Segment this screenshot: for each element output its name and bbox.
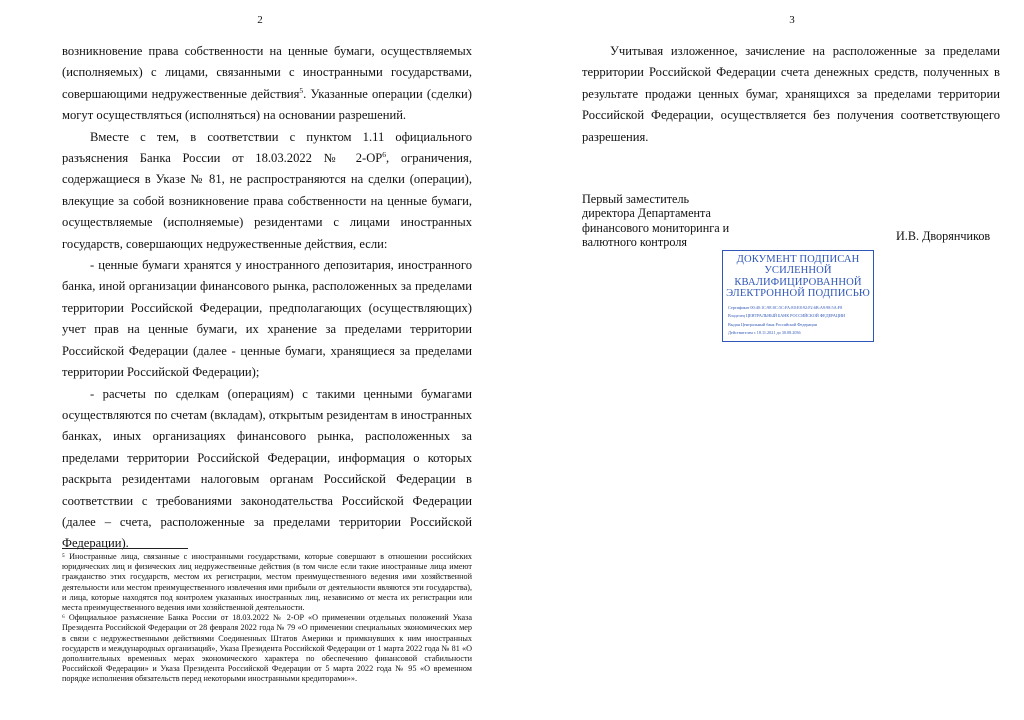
stamp-certificate: Сертификат 00:40:1C:9E:0C:5C:FA:E0:E8:92:F2:6B:A9:98:5A:F8 — [728, 304, 843, 310]
bullet-item: - ценные бумаги хранятся у иностранного депозитария, иностранного банка, иной организации финансового рынка, расположенных за пределами территории Российской Федерации, предполагающих (осуществляющих) учет прав на ценные бумаги, их хранение за пределами территории Российской Федерации (далее - ценные бумаги, хранящиеся за пределами территории Российской Федерации); — [62, 258, 472, 380]
footnotes — [62, 552, 472, 685]
left-body-text — [62, 41, 472, 555]
page-right — [512, 0, 1024, 720]
footnote-divider — [62, 548, 188, 549]
footnote-ref[interactable]: 5 — [299, 85, 304, 95]
electronic-signature-stamp — [722, 250, 874, 342]
stamp-title: ДОКУМЕНТ ПОДПИСАН УСИЛЕННОЙ КВАЛИФИЦИРОВАННОЙ ЭЛЕКТРОННОЙ ПОДПИСЬЮ — [726, 254, 870, 300]
signer-name: И.В. Дворянчиков — [896, 229, 991, 243]
paragraph: Учитывая изложенное, зачисление на расположенные за пределами территории Российской Федерации счета денежных средств, полученных в результате продажи ценных бумаг, хранящихся за пределами территории Российской Федерации, осуществляется без получения соответствующего разрешения. — [582, 44, 1000, 144]
stamp-validity: Действителен с 18.11.2021 до 30.08.2036 — [728, 330, 801, 336]
footnote: ⁵ Иностранные лица, связанные с иностранными государствами, которые совершают в отношении российских юридических лиц и физических лиц недружественные действия (в том числе если такие иностранные лица имеют гражданство этих государств, местом их регистрации, местом преимущественного ведения ими хозяйственной деятельности или местом преимущественного извлечения ими прибыли от деятельности являются эти государства), и лица, которые находятся под контролем указанных иностранных лиц, независимо от места их регистрации или места преимущественного ведения ими хозяйственной деятельности. — [62, 552, 472, 613]
paragraph: Вместе с тем, в соответствии с пунктом 1.11 официального разъяснения Банка России от 18.03.2022 № $2-ОР^6$, ограничения, содержащиеся в Указе № 81, не распространяются на сделки (операции), влекущие за собой возникновение права собственности на ценные бумаги, осуществляемые (исполняемые) резидентами с лицами иностранных государств, совершающих недружественные действия, если: — [62, 129, 472, 251]
stamp-details — [728, 304, 873, 338]
page-number: 3 — [789, 14, 795, 26]
bullet-item: - расчеты по сделкам (операциям) с такими ценными бумагами осуществляются по счетам (вкладам), открытым резидентам в иностранных банках, иных организациях финансового рынка, расположенных за пределами территории Российской Федерации, информация о которых раскрыта резидентами налоговым органам Российской Федерации в соответствии с требованиями законодательства Российской Федерации (далее – счета, расположенные за пределами территории Российской Федерации). — [62, 386, 472, 551]
footnote-ref[interactable]: 6 — [382, 149, 387, 159]
stamp-issuer: Выдан Центральный банк Российской Федерации — [728, 321, 817, 327]
signer-position: Первый заместитель директора Департамента финансового мониторинга и валютного контроля — [582, 192, 730, 250]
stamp-owner: Владелец ЦЕНТРАЛЬНЫЙ БАНК РОССИЙСКОЙ ФЕДЕРАЦИИ — [728, 313, 846, 319]
right-body-text — [582, 41, 1000, 148]
paragraph: возникновение права собственности на ценные бумаги, осуществляемых (исполняемых) с лицами, связанными с иностранными государствами, совершающими недружественные действия$^5$. Указанные операции (сделки) могут осуществляться (исполняться) на основании разрешений. — [62, 44, 472, 123]
footnote: ⁶ Официальное разъяснение Банка России от 18.03.2022 № 2-ОР «О применении отдельных положений Указа Президента Российской Федерации от 28 февраля 2022 года № 79 «О применении специальных экономических мер в связи с недружественными действиями Соединенных Штатов Америки и примкнувших к ним иностранных государств и международных организаций», Указа Президента Российской Федерации от 1 марта 2022 года № 81 «О дополнительных временных мерах экономического характера по обеспечению финансовой стабильности Российской Федерации» и Указа Президента Российской Федерации от 5 марта 2022 года № 95 «О временном порядке исполнения обязательств перед некоторыми иностранными кредиторами»». — [62, 613, 472, 684]
page-number: 2 — [257, 14, 263, 26]
